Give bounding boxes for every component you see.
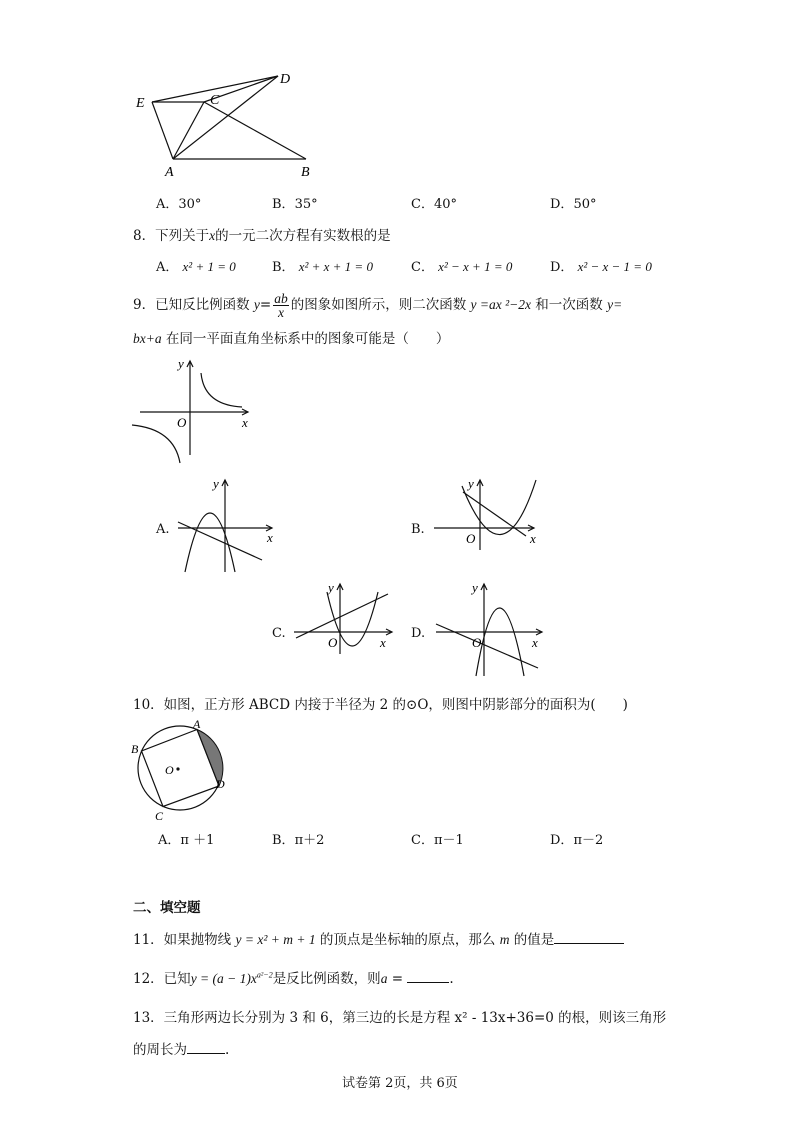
q10-label-a: A bbox=[193, 717, 201, 731]
option-text: 50° bbox=[573, 197, 597, 212]
q9-hyperbola-graph bbox=[130, 355, 260, 470]
q12-eq: = bbox=[387, 971, 408, 987]
option-letter: C． bbox=[411, 833, 434, 848]
q10-option-b bbox=[272, 829, 324, 848]
q10-label-c: C bbox=[155, 809, 164, 823]
option-text: x² + 1 = 0 bbox=[182, 259, 236, 274]
q9-option-d-graph bbox=[432, 580, 547, 680]
q8-option-c bbox=[411, 256, 512, 275]
option-text: π ＋1 bbox=[180, 833, 215, 848]
q10-option-a bbox=[158, 829, 214, 848]
q9-option-a-graph bbox=[176, 476, 281, 576]
q9-linear-y: y= bbox=[607, 297, 623, 312]
option-text: x² − x − 1 = 0 bbox=[577, 259, 652, 274]
q12-answer-blank[interactable] bbox=[407, 970, 449, 983]
option-text: π＋2 bbox=[294, 833, 325, 848]
fig7-label-b: B bbox=[301, 165, 310, 180]
q11-m: m bbox=[499, 932, 510, 947]
q9c-y-label: y bbox=[328, 580, 334, 595]
option-text: x² + x + 1 = 0 bbox=[298, 259, 373, 274]
q9-option-c-graph bbox=[292, 580, 407, 660]
q9b-origin-label: O bbox=[466, 531, 476, 546]
q9a-y-label: y bbox=[213, 476, 219, 491]
q9-frac-num: ab bbox=[274, 291, 288, 306]
option-letter: B． bbox=[272, 260, 295, 275]
q9a-x-label: x bbox=[267, 530, 273, 545]
q9-option-b-label: B. bbox=[411, 522, 425, 537]
option-text: π－1 bbox=[433, 833, 464, 848]
q8-prefix: 8．下列关于 bbox=[133, 228, 210, 244]
q13-period: . bbox=[225, 1042, 230, 1058]
option-letter: C． bbox=[411, 197, 434, 212]
q7-option-c bbox=[411, 193, 457, 212]
q9-part2: 的图象如图所示，则二次函数 bbox=[290, 297, 471, 313]
q11-part3: 的值是 bbox=[509, 932, 555, 948]
q7-option-b bbox=[272, 193, 318, 212]
fig7-label-d: D bbox=[280, 72, 291, 87]
q8-option-d bbox=[550, 256, 652, 275]
q11-expression: y = x² + m + 1 bbox=[235, 932, 316, 947]
page-footer: 试卷第 2页，共 6页 bbox=[342, 1076, 458, 1091]
q9-part1: 9．已知反比例函数 bbox=[133, 297, 254, 313]
q12-exponent: a²−2 bbox=[256, 970, 273, 980]
q9d-y-label: y bbox=[472, 580, 478, 595]
fig7-label-a: A bbox=[165, 165, 174, 180]
q10-option-c bbox=[411, 829, 464, 848]
q11-part2: 的顶点是坐标轴的原点，那么 bbox=[315, 932, 500, 948]
option-text: 35° bbox=[294, 197, 318, 212]
option-letter: D． bbox=[550, 197, 574, 212]
q13-line1: 13．三角形两边长分别为 3 和 6，第三边的长是方程 x² - 13x+36=0 的根，则该三角形 bbox=[133, 1010, 667, 1026]
q8-option-b bbox=[272, 256, 373, 275]
q9-fraction bbox=[273, 292, 289, 319]
q9b-x-label: x bbox=[530, 531, 536, 546]
q12-expression: y = (a − 1)x bbox=[190, 971, 257, 986]
q12-period: . bbox=[449, 971, 454, 987]
q9-stem-line1 bbox=[133, 292, 622, 319]
q12-part2: 是反比例函数，则 bbox=[272, 971, 381, 987]
option-text: π－2 bbox=[573, 833, 604, 848]
q12-part1: 12．已知 bbox=[133, 971, 191, 987]
q9-option-c-label: C. bbox=[272, 626, 286, 641]
fig7-label-e: E bbox=[136, 96, 145, 111]
q8-variable: x bbox=[209, 228, 216, 243]
q9-ref-origin-label: O bbox=[177, 415, 187, 430]
option-text: 30° bbox=[178, 197, 202, 212]
q9-quadratic: y =ax ²−2x bbox=[470, 297, 531, 312]
option-text: 40° bbox=[433, 197, 457, 212]
q12-stem bbox=[133, 967, 454, 987]
q13-line2 bbox=[133, 1038, 229, 1058]
q13-answer-blank[interactable] bbox=[187, 1041, 225, 1054]
option-letter: A． bbox=[156, 197, 179, 212]
q10-option-d bbox=[550, 829, 603, 848]
q9-part3: 和一次函数 bbox=[531, 297, 608, 313]
option-letter: A． bbox=[158, 833, 181, 848]
option-letter: B． bbox=[272, 197, 295, 212]
fig7-label-c: C bbox=[210, 93, 220, 108]
q9-option-a-label: A. bbox=[156, 522, 170, 537]
q11-answer-blank[interactable] bbox=[554, 931, 624, 944]
q10-stem: 10．如图，正方形 ABCD 内接于半径为 2 的⊙O，则图中阴影部分的面积为( ) bbox=[133, 697, 628, 713]
q10-label-d: D bbox=[216, 777, 225, 791]
q10-label-o: O bbox=[165, 763, 174, 777]
q10-figure bbox=[128, 716, 238, 822]
q9-option-b-graph bbox=[430, 476, 550, 556]
q7-option-a bbox=[156, 193, 201, 212]
option-text: x² − x + 1 = 0 bbox=[438, 259, 513, 274]
q7-figure bbox=[130, 66, 320, 186]
q8-stem bbox=[133, 224, 391, 244]
q9-option-d-label: D. bbox=[411, 626, 426, 641]
q11-stem bbox=[133, 928, 624, 948]
q12-a: a bbox=[380, 971, 388, 986]
q9-ref-y-label: y bbox=[178, 356, 184, 371]
option-letter: A． bbox=[156, 260, 179, 275]
section-heading: 二、填空题 bbox=[133, 900, 201, 916]
q10-label-b: B bbox=[131, 742, 139, 756]
q9-part4: 在同一平面直角坐标系中的图象可能是（ ） bbox=[161, 331, 450, 347]
q9-frac-den: x bbox=[277, 305, 284, 320]
option-letter: C． bbox=[411, 260, 434, 275]
q11-part1: 11．如果抛物线 bbox=[133, 932, 236, 948]
option-letter: B． bbox=[272, 833, 295, 848]
q7-option-d bbox=[550, 193, 596, 212]
q8-suffix: 的一元二次方程有实数根的是 bbox=[215, 228, 391, 244]
option-letter: D． bbox=[550, 833, 574, 848]
q9d-x-label: x bbox=[532, 635, 538, 650]
q9b-y-label: y bbox=[468, 476, 474, 491]
q9c-x-label: x bbox=[380, 635, 386, 650]
q8-option-a bbox=[156, 256, 236, 275]
option-letter: D． bbox=[550, 260, 574, 275]
q9-eq: = bbox=[259, 297, 272, 313]
q9-y: y bbox=[253, 297, 260, 312]
q13-part2: 的周长为 bbox=[133, 1042, 187, 1058]
q9c-origin-label: O bbox=[328, 635, 338, 650]
q9-linear-expr: bx+a bbox=[133, 331, 162, 346]
q9-stem-line2 bbox=[133, 327, 449, 347]
q9-ref-x-label: x bbox=[242, 415, 248, 430]
q9d-origin-label: O bbox=[472, 635, 482, 650]
